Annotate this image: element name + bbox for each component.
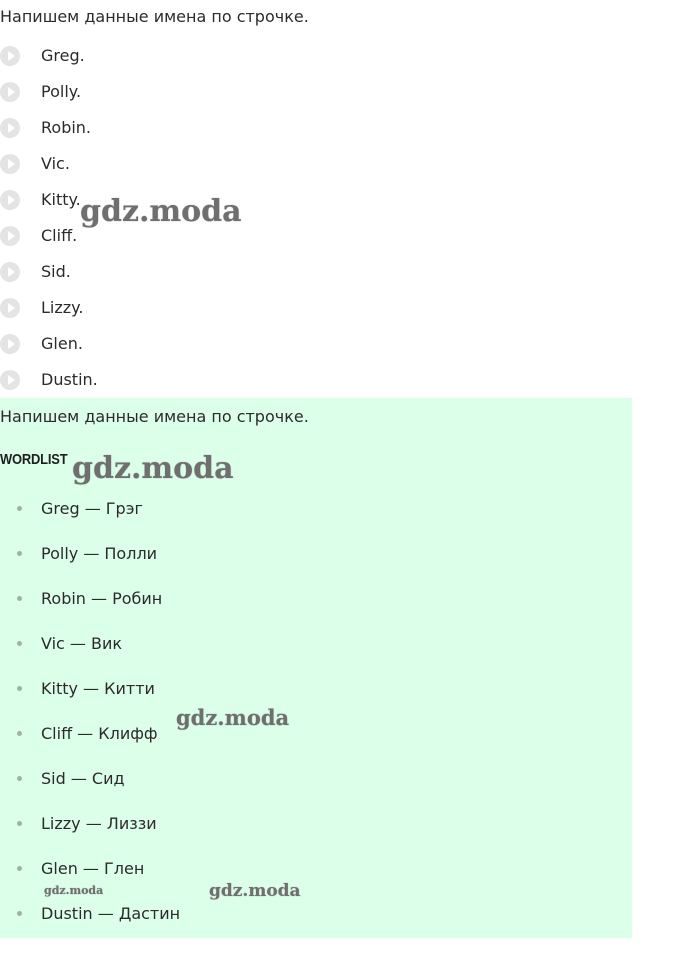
audio-item xyxy=(0,146,98,182)
play-icon[interactable] xyxy=(0,262,20,282)
play-icon[interactable] xyxy=(0,118,20,138)
word-text: Cliff — Клифф xyxy=(41,724,158,743)
watermark: gdz.moda xyxy=(209,881,301,901)
play-icon[interactable] xyxy=(0,226,20,246)
task-instruction: Напишем данные имена по строчке. xyxy=(0,7,309,26)
word-text: Polly — Полли xyxy=(41,544,158,563)
audio-item xyxy=(0,110,98,146)
watermark: gdz.moda xyxy=(80,194,242,229)
answer-instruction: Напишем данные имена по строчке. xyxy=(0,407,309,426)
watermark: gdz.moda xyxy=(44,884,104,897)
bullet-icon xyxy=(17,596,22,601)
play-icon[interactable] xyxy=(0,154,20,174)
answer-block xyxy=(0,398,632,938)
audio-label: Lizzy. xyxy=(41,298,84,317)
bullet-icon xyxy=(17,686,22,691)
word-text: Glen — Глен xyxy=(41,859,145,878)
audio-item xyxy=(0,362,98,398)
bullet-icon xyxy=(17,551,22,556)
audio-label: Glen. xyxy=(41,334,83,353)
watermark: gdz.moda xyxy=(176,705,290,730)
audio-label: Dustin. xyxy=(41,370,98,389)
audio-label: Polly. xyxy=(41,82,82,101)
audio-item xyxy=(0,218,98,254)
bullet-icon xyxy=(17,821,22,826)
audio-item xyxy=(0,254,98,290)
play-icon[interactable] xyxy=(0,82,20,102)
audio-label: Greg. xyxy=(41,46,85,65)
audio-item xyxy=(0,38,98,74)
watermark: gdz.moda xyxy=(72,451,234,486)
bullet-icon xyxy=(17,866,22,871)
play-icon[interactable] xyxy=(0,46,20,66)
wordlist-heading: WORDLIST xyxy=(0,451,68,468)
word-text: Dustin — Дастин xyxy=(41,904,181,923)
bullet-icon xyxy=(17,911,22,916)
word-text: Kitty — Китти xyxy=(41,679,155,698)
word-text: Lizzy — Лиззи xyxy=(41,814,157,833)
bullet-icon xyxy=(17,506,22,511)
bullet-icon xyxy=(17,731,22,736)
audio-label: Sid. xyxy=(41,262,71,281)
bullet-icon xyxy=(17,641,22,646)
play-icon[interactable] xyxy=(0,334,20,354)
audio-label: Vic. xyxy=(41,154,70,173)
word-text: Greg — Грэг xyxy=(41,499,143,518)
play-icon[interactable] xyxy=(0,298,20,318)
audio-label: Kitty. xyxy=(41,190,81,209)
play-icon[interactable] xyxy=(0,370,20,390)
audio-item xyxy=(0,326,98,362)
bullet-icon xyxy=(17,776,22,781)
play-icon[interactable] xyxy=(0,190,20,210)
audio-item xyxy=(0,182,98,218)
audio-label: Cliff. xyxy=(41,226,78,245)
audio-list xyxy=(0,38,98,398)
word-text: Robin — Робин xyxy=(41,589,163,608)
word-text: Sid — Сид xyxy=(41,769,125,788)
audio-item xyxy=(0,290,98,326)
audio-label: Robin. xyxy=(41,118,92,137)
word-text: Vic — Вик xyxy=(41,634,123,653)
audio-item xyxy=(0,74,98,110)
